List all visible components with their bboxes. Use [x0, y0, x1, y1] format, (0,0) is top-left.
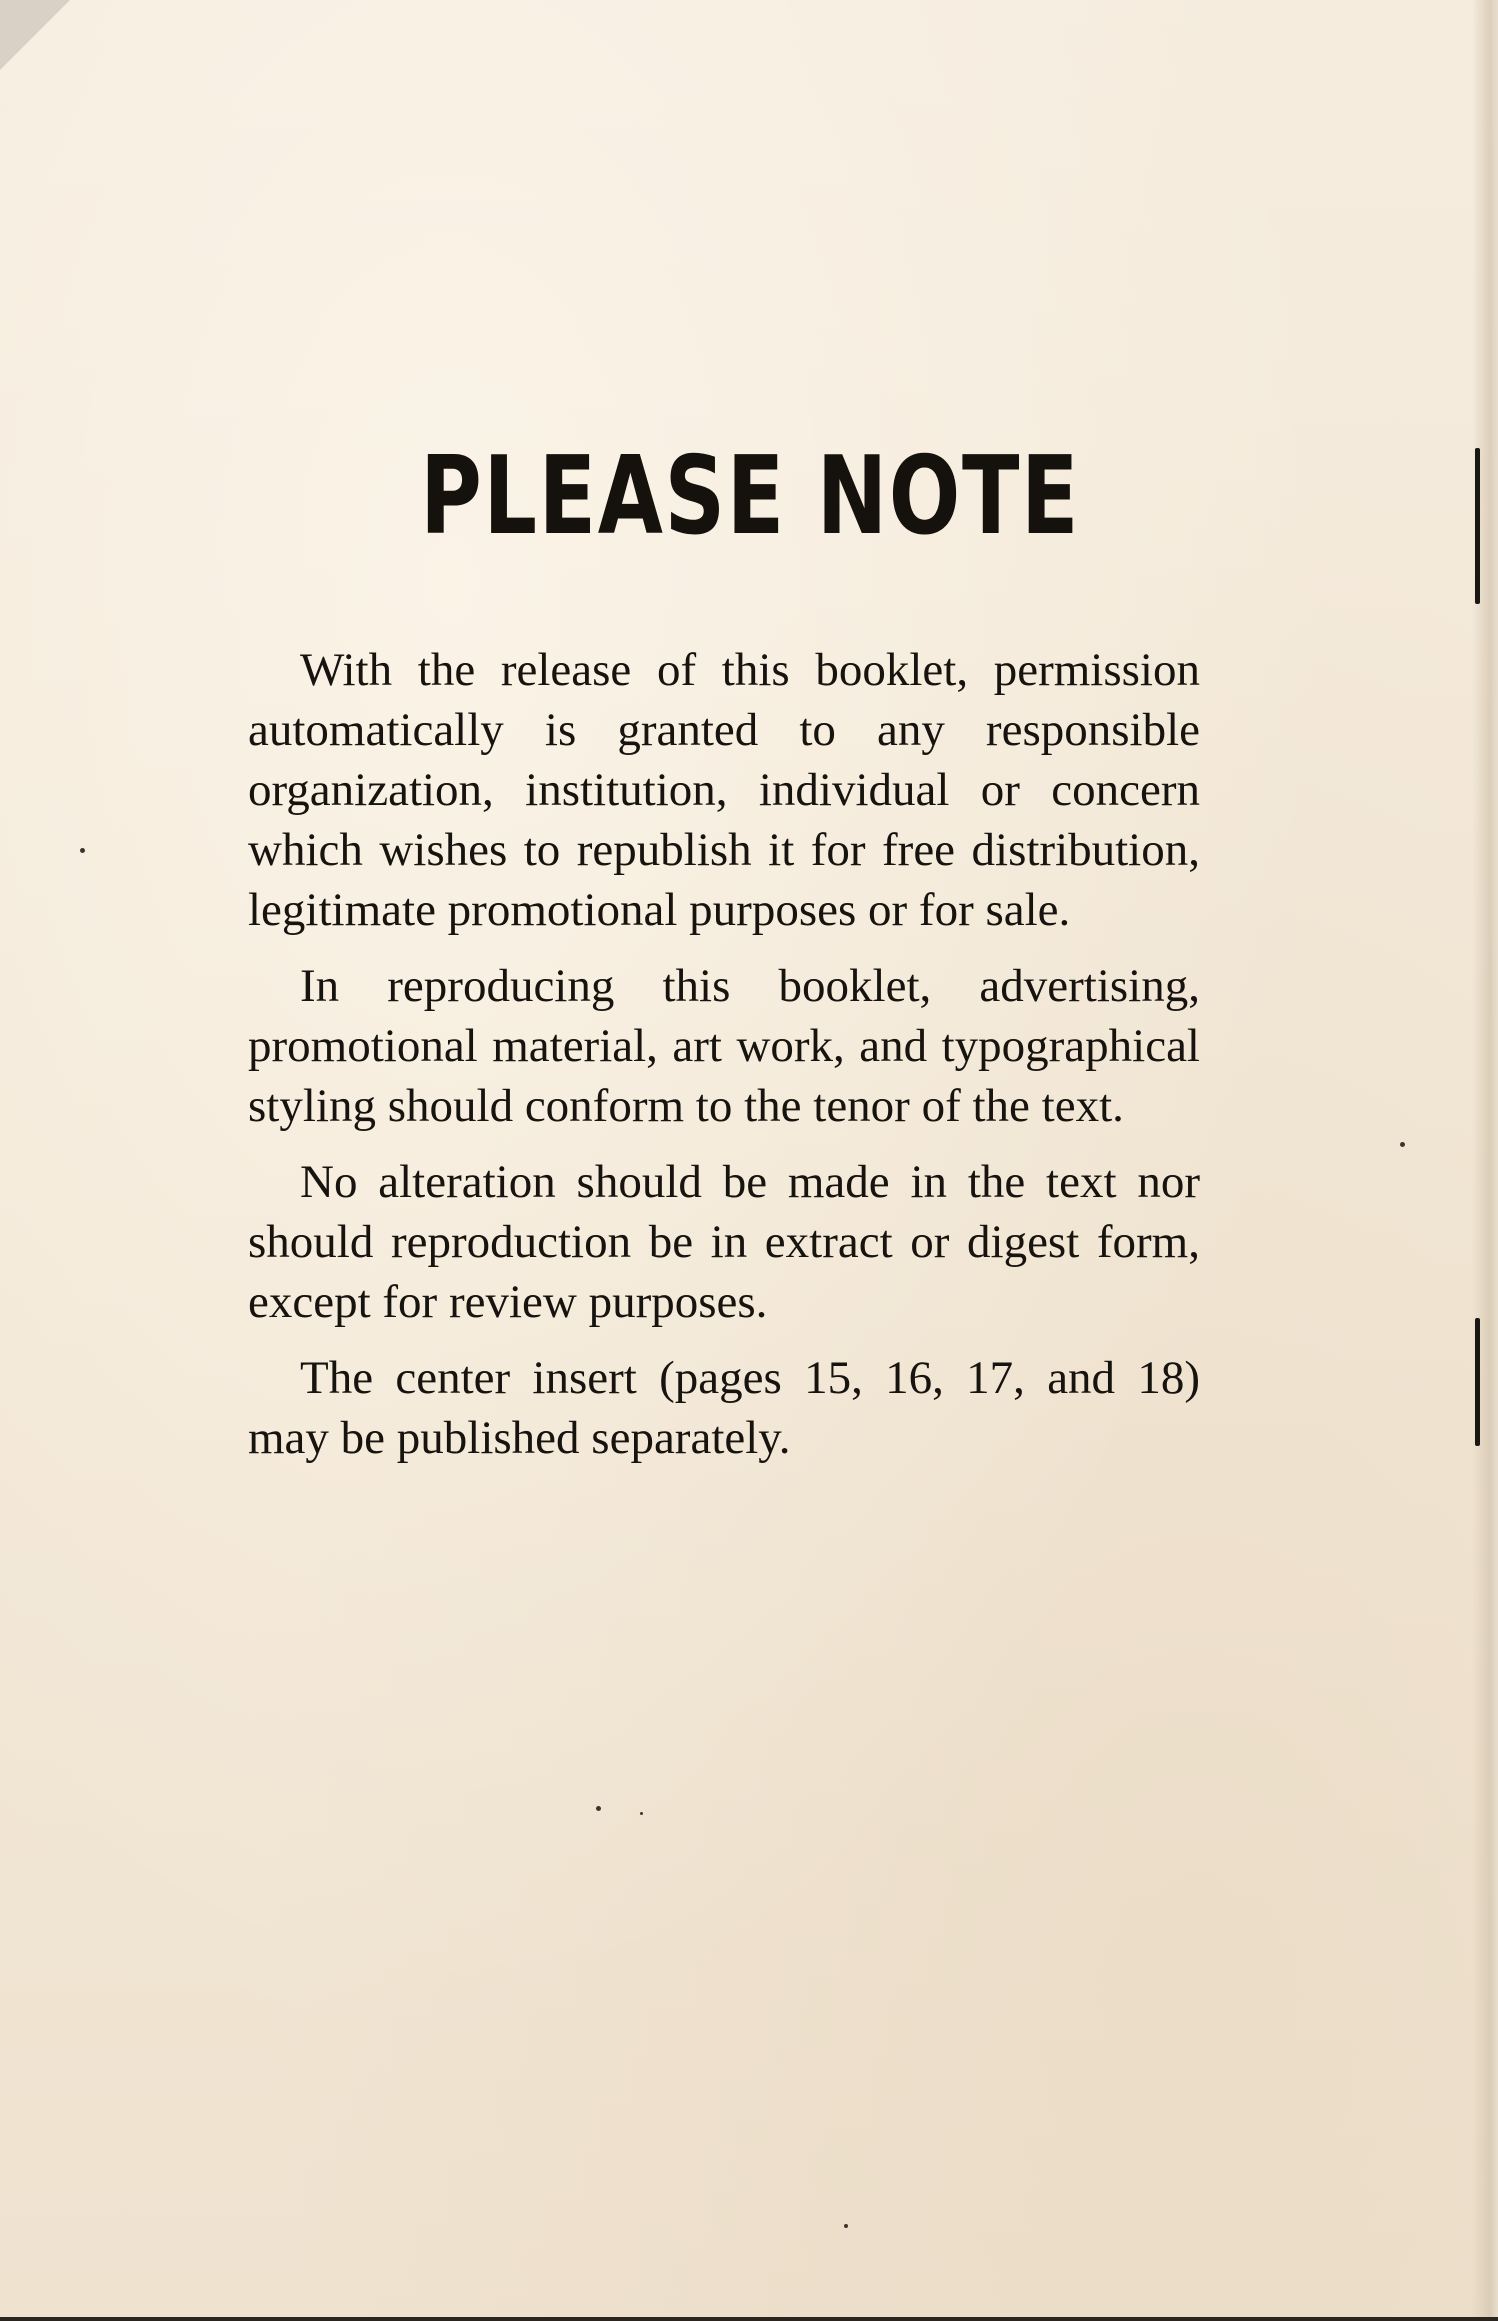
binding-mark-top	[1475, 448, 1480, 604]
paper-speck	[596, 1806, 601, 1811]
paper-speck	[844, 2224, 848, 2228]
paper-speck	[640, 1812, 643, 1815]
folded-corner	[0, 0, 70, 70]
paper-speck	[80, 848, 85, 853]
notice-body	[248, 640, 1200, 1484]
paragraph-reproduction: In reproducing this booklet, advertising, promotional material, art work, and typographical styling should conform to the tenor of the text.	[248, 960, 1200, 1132]
binding-mark-bottom	[1475, 1318, 1480, 1446]
paragraph-center-insert: The center insert (pages 15, 16, 17, and 18) may be published separately.	[248, 1352, 1200, 1464]
paper-speck	[1400, 1142, 1405, 1147]
page-right-edge	[1472, 0, 1498, 2321]
paragraph-alteration: No alteration should be made in the text nor should reproduction be in extract or digest form, except for review purposes.	[248, 1156, 1200, 1328]
page-bottom-edge	[0, 2317, 1498, 2321]
paragraph-permission: With the release of this booklet, permission automatically is granted to any responsible organization, institution, individual or concern which wishes to republish it for free distribution, legitimate promotional purposes or for sale.	[248, 644, 1200, 936]
page-title: PLEASE NOTE	[420, 434, 1081, 559]
